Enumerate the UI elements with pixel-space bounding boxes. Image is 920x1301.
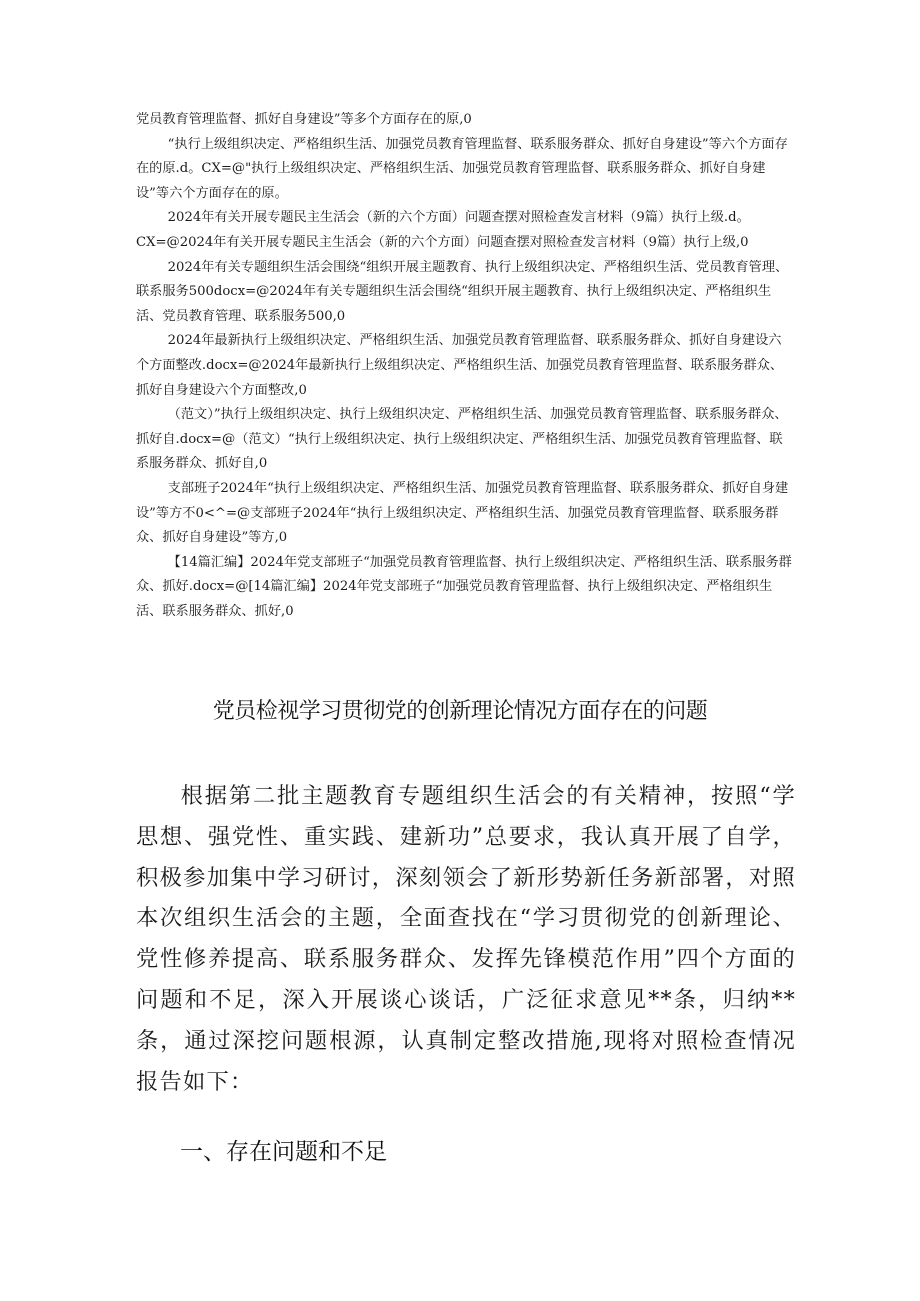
reference-item: 党员教育管理监督、抓好自身建设”等多个方面存在的原,0 [136, 112, 472, 127]
reference-item: 2024年最新执行上级组织决定、严格组织生活、加强党员教育管理监督、联系服务群众、抓好自身建设六个方面整改.docx=@2024年最新执行上级组织决定、严格组织生活、加强党员教育管理监督、联系服务群众、抓好自身建设六个方面整改,0 [136, 333, 784, 398]
intro-paragraph: 根据第二批主题教育专题组织生活会的有关精神，按照“学思想、强党性、重实践、建新功”总要求，我认真开展了自学，积极参加集中学习研讨，深刻领会了新形势新任务新部署，对照本次组织生活会的主题，全面查找在“学习贯彻党的创新理论、党性修养提高、联系服务群众、发挥先锋模范作用”四个方面的问题和不足，深入开展谈心谈话，广泛征求意见**条，归纳**条，通过深挖问题根源，认真制定整改措施,现将对照检查情况报告如下： [136, 783, 796, 1095]
reference-list [136, 108, 792, 624]
document-title: 党员检视学习贯彻党的创新理论情况方面存在的问题 [212, 699, 708, 724]
reference-item: （范文）”执行上级组织决定、执行上级组织决定、严格组织生活、加强党员教育管理监督、联系服务群众、抓好自.docx=@（范文）“执行上级组织决定、执行上级组织决定、严格组织生活、加强党员教育管理监督、联系服务群众、抓好自,0 [136, 407, 788, 472]
reference-item: 2024年有关开展专题民主生活会（新的六个方面）问题查摆对照检查发言材料（9篇）执行上级.d。CX=@2024年有关开展专题民主生活会（新的六个方面）问题查摆对照检查发言材料（9篇）执行上级,0 [136, 210, 750, 250]
section-heading: 一、存在问题和不足 [180, 1139, 387, 1165]
reference-item: 2024年有关专题组织生活会围绕“组织开展主题教育、执行上级组织决定、严格组织生活、党员教育管理、联系服务500docx=@2024年有关专题组织生活会围绕“组织开展主题教育、执行上级组织决定、严格组织生活、党员教育管理、联系服务500,0 [136, 259, 789, 324]
body-text [136, 776, 796, 1102]
reference-item: 【14篇汇编】2024年党支部班子“加强党员教育管理监督、执行上级组织决定、严格组织生活、联系服务群众、抓好.docx=@[14篇汇编】2024年党支部班子“加强党员教育管理监督、执行上级组织决定、严格组织生活、联系服务群众、抓好,0 [136, 554, 792, 619]
reference-item: 支部班子2024年“执行上级组织决定、严格组织生活、加强党员教育管理监督、联系服务群众、抓好自身建设”等方不0<^=@支部班子2024年“执行上级组织决定、严格组织生活、加强党员教育管理监督、联系服务群众、抓好自身建设”等方,0 [136, 480, 789, 546]
reference-item: “执行上级组织决定、严格组织生活、加强党员教育管理监督、联系服务群众、抓好自身建设”等六个方面存在的原.d。CX=@"执行上级组织决定、严格组织生活、加强党员教育管理监督、联系服务群众、抓好自身建设”等六个方面存在的原。 [136, 136, 788, 201]
